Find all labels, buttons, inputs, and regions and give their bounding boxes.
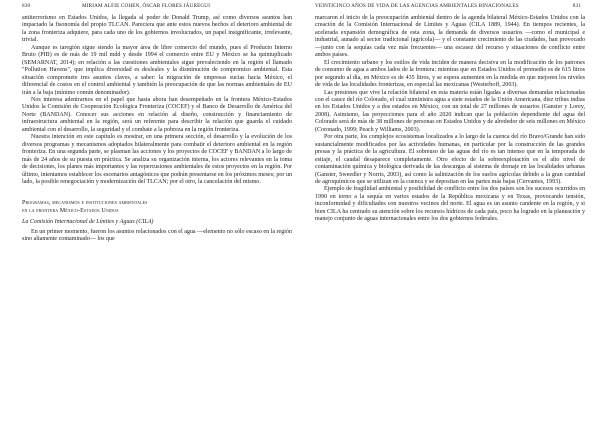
right-paragraph-5: Ejemplo de fragilidad ambiental y posibilidad de conflicto entre los dos países son los sucesos ocurridos en 1990 en torno a la sequía en varios estados de la República mexicana y en Texas, provocando tensión, inconformidad y dificultades con nuestros vecinos del norte. El agua es un asunto candente en la región, y si bien CILA ha centrado su atención sobre los recursos hídricos de cada país, poco ha logrado en la planeación y manejo conjunto de aguas internacionales entre los dos gobiernos federales. <box>315 186 585 223</box>
right-page-number: 831 <box>572 3 581 9</box>
right-paragraph-2: El crecimiento urbano y los estilos de vida inciden de manera decisiva en la modificación de los patrones de consumo de agua a ambos lados de la frontera: mientras que en Estados Unidos el promedio es de 615 litros por segundo al día, en México es de 435 litros, y se espera aumenten en la medida en que mejoren los niveles de vida de las localidades fronterizas, en especial las mexicanas (Westerhoff, 2003). <box>315 59 585 89</box>
left-paragraph-1: antiterrorismo en Estados Unidos, la llegada al poder de Donald Trump, así como diversos asuntos han impactado la fisonomía del propio TLCAN. Pareciera que ante estos nuevos hechos el deterioro ambiental de la zona fronteriza adquiere, para cada uno de los gobiernos involucrados, un papel insignificante, irrelevante, trivial. <box>22 15 292 44</box>
right-running-head: VEINTICINCO AÑOS DE VIDA DE LAS AGENCIAS AMBIENTALES BINACIONALES <box>315 3 519 9</box>
right-paragraph-1: marcaron el inicio de la preocupación ambiental dentro de la agenda bilateral México-Estados Unidos con la creación de la Comisión Internacional de Límites y Aguas (CILA 1889, 1944). En tiempos recientes, la acelerada expansión demográfica de esta zona, la demanda de diversos usuarios —como el municipal e industrial, aunado al sector tradicional (agrícola)— y el constante crecimiento de las ciudades, han provocado —junto con la sequías cada vez más frecuentes— una escasez del recurso y situaciones de conflicto entre ambos países. <box>315 15 585 59</box>
section-heading-line-1: Programas, mecanismos e instituciones ambientales <box>22 200 148 207</box>
left-page <box>22 0 292 431</box>
left-paragraph-4: Nuestra intención en este capítulo es mostrar, en una primera sección, el desarrollo y la evolución de los diversos programas y mecanismos adoptados bilateralmente para combatir el deterioro ambiental en la región fronteriza. En una segunda parte, se plasman las acciones y los proyectos de COCEF y BANDAN a lo largo de más de 24 años de su puesta en práctica. Se analiza su organización interna, los actores relevantes en la toma de decisiones, los planes más importantes y las repercusiones ambientales de estos proyectos en la región. Por último, intentamos establecer los escenarios antagónicos que podrán presentarse en los próximos meses; por un lado, la posible renegociación y modernización del TLCAN; por el otro, la cancelación del mismo. <box>22 134 292 185</box>
left-paragraph-3: Nos interesa adentrarnos en el papel que hasta ahora han desempeñado en la frontera México-Estados Unidos la Comisión de Cooperación Ecológica Fronteriza (COCEF) y el Banco de Desarrollo de América del Norte (BANDAN). Conocer sus acciones en relación al diseño, construcción y financiamiento de infraestructura ambiental en la región, será un referente para describir la relación que guarda el cuidado ambiental con el desarrollo, la seguridad y el combate a la pobreza en la región fronteriza. <box>22 96 292 133</box>
left-paragraph-2: Aunque es taregión sigue siendo la mayor área de libre comercio del mundo, pues el Producto Interno Bruto (PIB) es de más de 19 mil mdd y desde 1994 el comercio entre EU y México se ha quintuplicado (SEMARNAT, 2014); en relación a las cuestiones ambientales sigue prevaleciendo en la región el llamado "Pollution Havens", que implica diversidad es desleales y la disminución de compromiso ambiental. Esta situación compromete tres asuntos claves, a saber: la migración de empresas sucias hacia México, el diferencial de costos en el control ambiental y también la preocupación de que las normas ambientales de EU irán a la baja (mínimo común denominador). <box>22 44 292 96</box>
right-page-header <box>315 3 585 15</box>
left-paragraph-5: En un primer momento, fueron los asuntos relacionados con el agua —elemento no sólo escaso en la región sino altamente contaminado— los que <box>22 228 292 243</box>
section-heading <box>22 200 292 215</box>
left-page-header <box>22 3 292 15</box>
right-page <box>315 0 585 431</box>
left-running-head: MIRIAM ALFIE COHEN, ÓSCAR FLORES JÁUREGUI <box>82 3 211 9</box>
left-page-number: 830 <box>22 3 31 9</box>
section-heading-line-2: en la frontera México-Estados Unidos <box>22 207 119 214</box>
right-paragraph-4: Por otra parte, los complejos ecosistemas localizados a lo largo de la cuenca del río Bravo/Grande han sido sustancialmente modificados por las actividades humanas, en particular por la construcción de las grandes presas y la práctica de la agricultura. El sobreuso de las aguas del río es tan intenso que en la temporada de estiaje, el caudal desaparece completamente. Otro efecto de la sobreexplotación es el alto nivel de contaminación química y biológica derivada de las descargas al sistema de drenaje en las localidades urbanas (Ganster, Sweedler y Norris, 2003), así como la salinización de los suelos agrícolas debido a la gran cantidad de agroquímicos que se utilizan en la cuenca y se depositan en las partes más bajas (Cervantes, 1993). <box>315 134 585 185</box>
right-paragraph-3: Las presiones que vive la relación bilateral en esta materia están ligadas a diversas demandas relacionadas con el cauce del río Colorado, el cual suministra agua a siete estados de la Unión Americana, diez tribus indias en los Estados Unidos y a dos estados en México, con un total de 27 millones de usuarios (Ganster y Lorey, 2008). Asimismo, las proyecciones para el año 2020 indican que la población dependiente del agua del Colorado será de más de 38 millones de personas en Estados Unidos y de alrededor de seis millones en México (Coronado, 1999; Peach y Williams, 2003). <box>315 89 585 133</box>
subheading: La Comisión Internacional de Límites y Aguas (CILA) <box>22 219 154 226</box>
